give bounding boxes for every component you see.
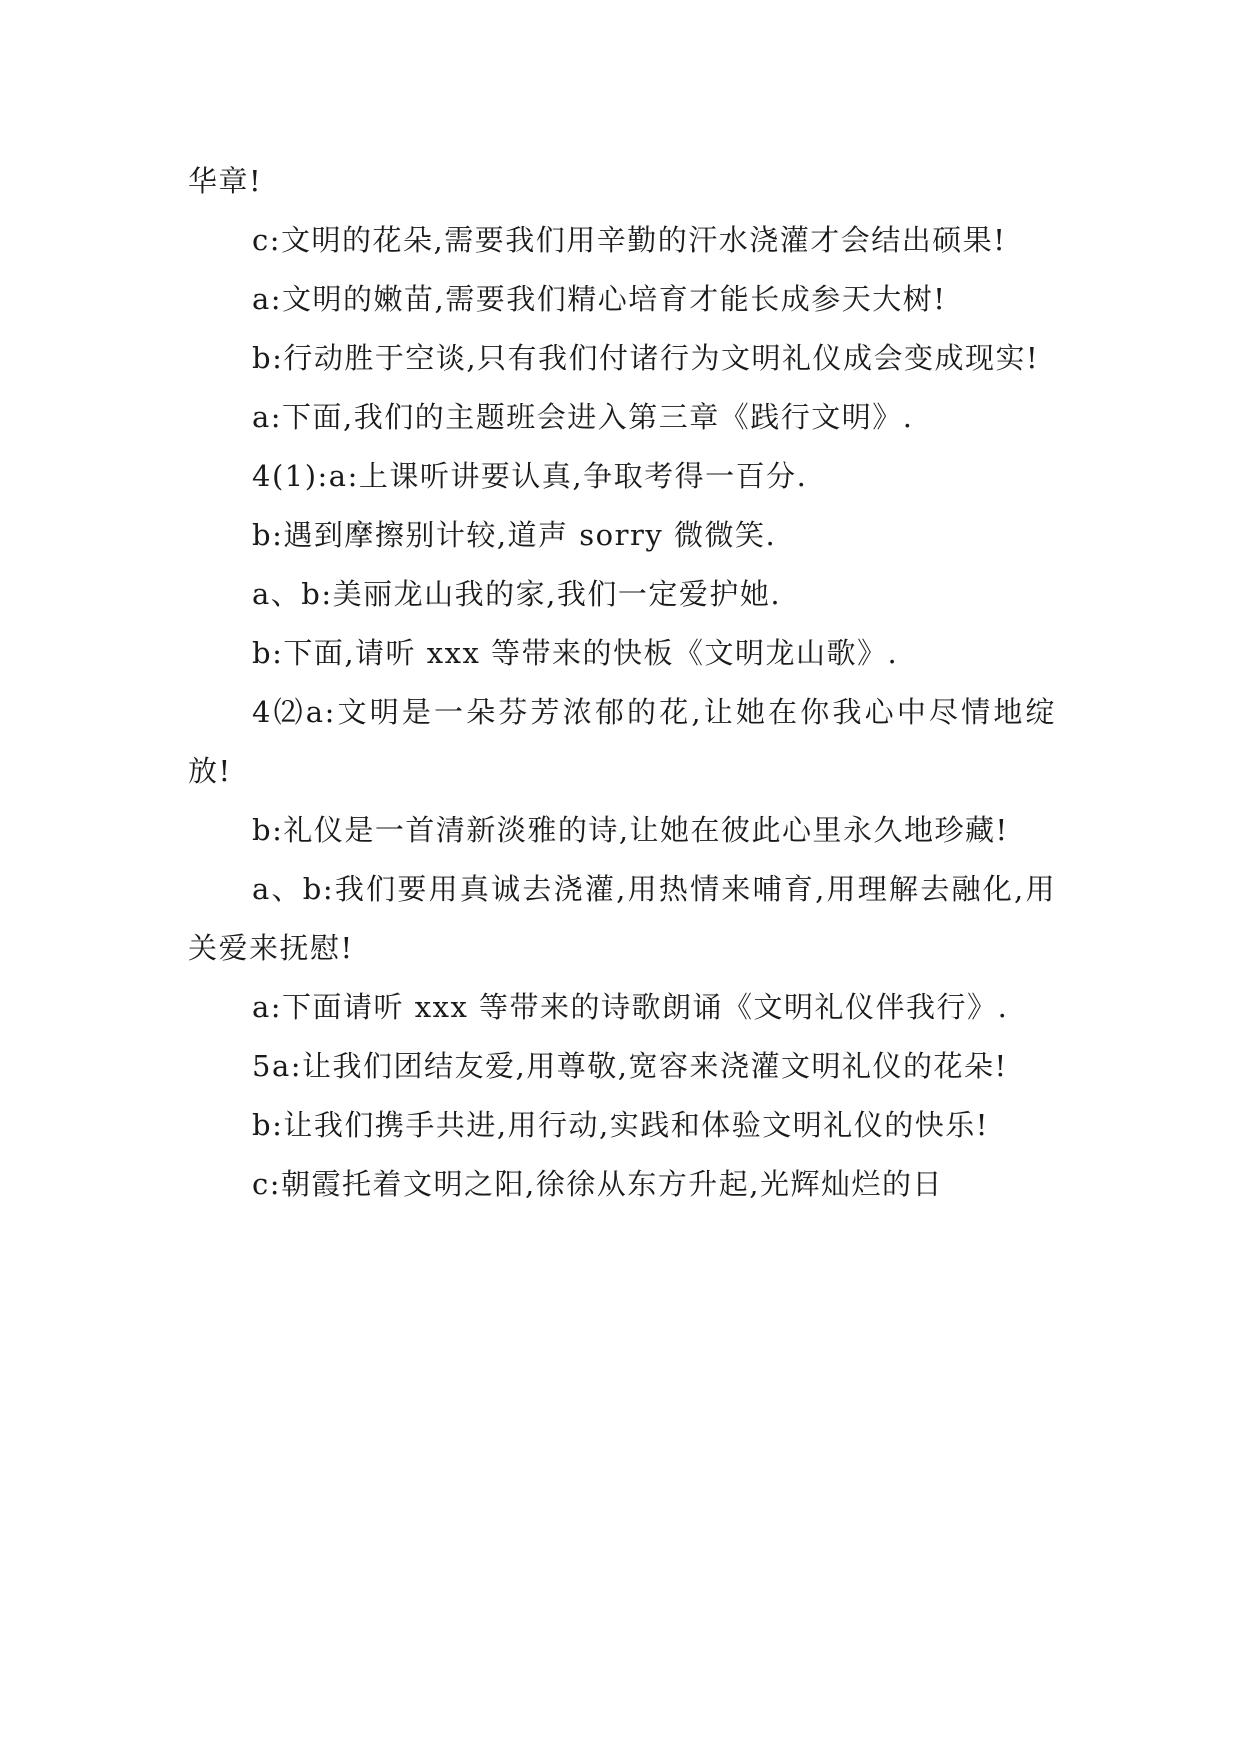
paragraph: b:行动胜于空谈,只有我们付诸行为文明礼仪成会变成现实! [252, 341, 1040, 375]
paragraph: 4⑵a:文明是一朵芬芳浓郁的花,让她在你我心中尽情地绽放! [188, 695, 1056, 788]
paragraph: a:文明的嫩苗,需要我们精心培育才能长成参天大树! [252, 282, 947, 316]
paragraph: b:让我们携手共进,用行动,实践和体验文明礼仪的快乐! [252, 1108, 989, 1142]
paragraph: b:遇到摩擦别计较,道声 sorry 微微笑. [252, 518, 777, 552]
paragraph: a、b:我们要用真诚去浇灌,用热情来哺育,用理解去融化,用关爱来抚慰! [188, 872, 1056, 965]
paragraph: b:下面,请听 xxx 等带来的快板《文明龙山歌》. [252, 636, 899, 670]
paragraph: a:下面请听 xxx 等带来的诗歌朗诵《文明礼仪伴我行》. [252, 990, 1009, 1024]
paragraph: c:朝霞托着文明之阳,徐徐从东方升起,光辉灿烂的日 [252, 1167, 943, 1201]
paragraph: a:下面,我们的主题班会进入第三章《践行文明》. [252, 400, 914, 434]
paragraph: 华章! [188, 164, 263, 198]
body-text [188, 152, 1056, 1214]
paragraph: c:文明的花朵,需要我们用辛勤的汗水浇灌才会结出硕果! [252, 223, 1007, 257]
paragraph: a、b:美丽龙山我的家,我们一定爱护她. [252, 577, 782, 611]
paragraph: 4(1):a:上课听讲要认真,争取考得一百分. [252, 459, 808, 493]
paragraph: 5a:让我们团结友爱,用尊敬,宽容来浇灌文明礼仪的花朵! [252, 1049, 1008, 1083]
paragraph: b:礼仪是一首清新淡雅的诗,让她在彼此心里永久地珍藏! [252, 813, 1009, 847]
